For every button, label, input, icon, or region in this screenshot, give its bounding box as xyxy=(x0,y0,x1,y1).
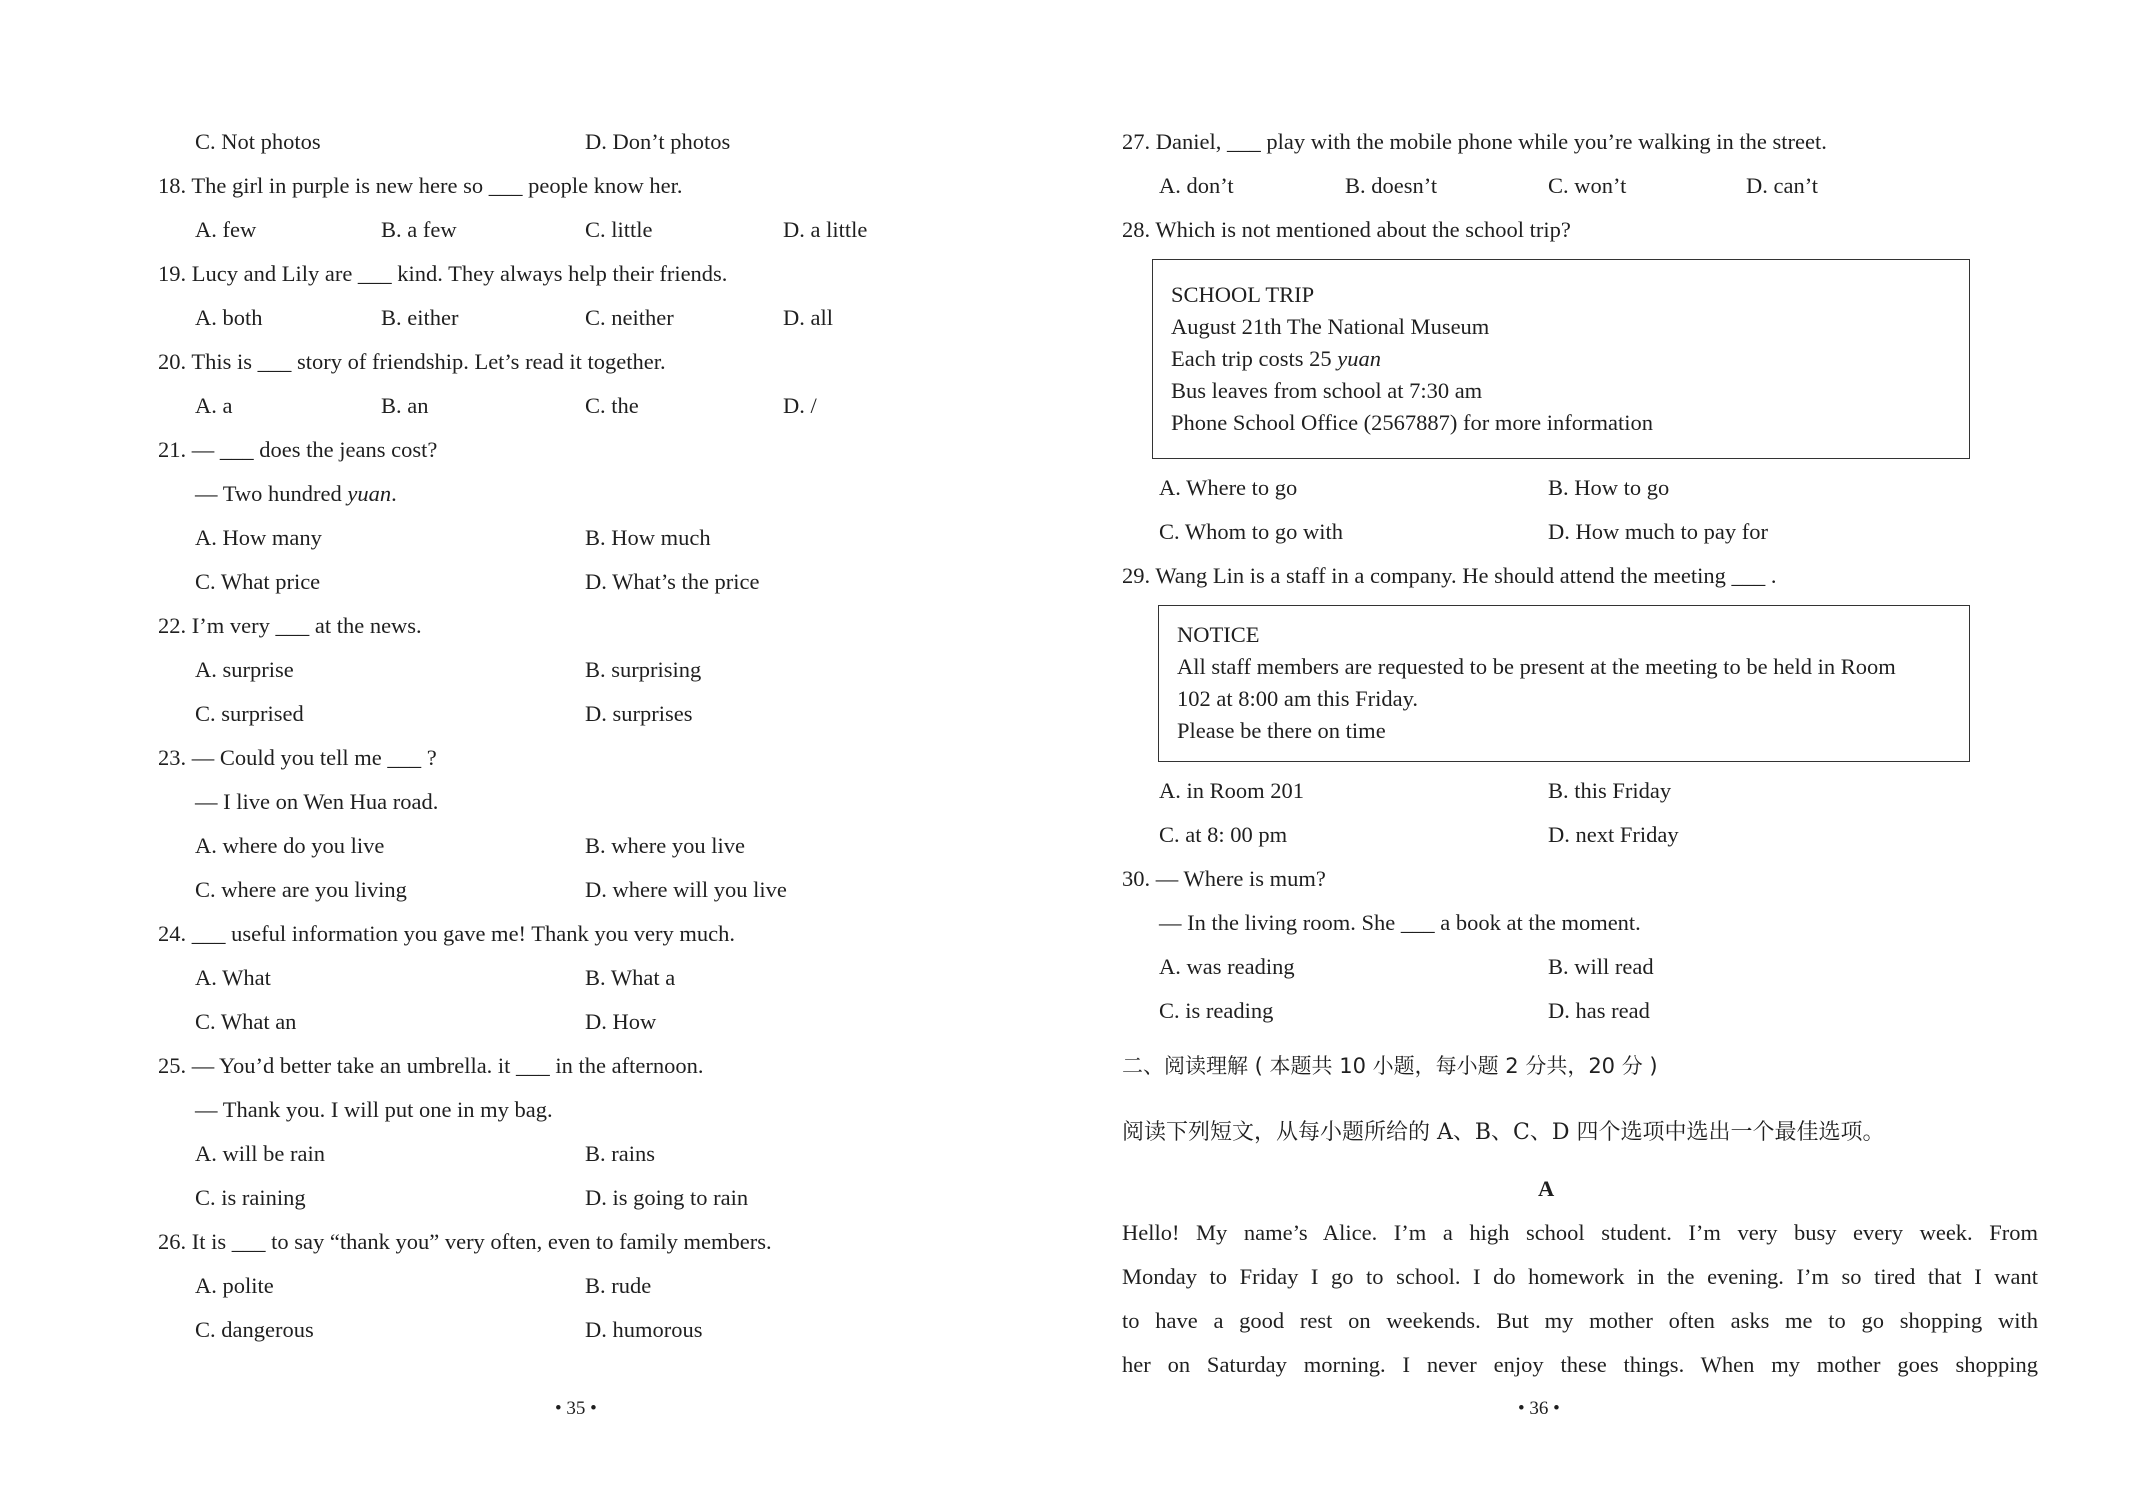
q26-option-b: B. rude xyxy=(585,1273,652,1298)
q28-stem: 28. Which is not mentioned about the school trip? xyxy=(1122,217,1571,242)
q19-option-c: C. neither xyxy=(585,305,674,330)
q22-option-c: C. surprised xyxy=(195,701,304,726)
q27-option-a: A. don’t xyxy=(1159,173,1234,198)
q23-reply: — I live on Wen Hua road. xyxy=(195,789,439,814)
q24-stem: 24. ___ useful information you gave me! Thank you very much. xyxy=(158,921,735,946)
page-number-left: • 35 • xyxy=(555,1398,597,1419)
q30-stem: 30. — Where is mum? xyxy=(1122,866,1326,891)
q21-option-b: B. How much xyxy=(585,525,711,550)
q19-option-a: A. both xyxy=(195,305,263,330)
q22-option-b: B. surprising xyxy=(585,657,702,682)
q30-option-b: B. will read xyxy=(1548,954,1654,979)
q20-option-c: C. the xyxy=(585,393,639,418)
q28-option-d: D. How much to pay for xyxy=(1548,519,1768,544)
q25-option-d: D. is going to rain xyxy=(585,1185,749,1210)
q26-option-c: C. dangerous xyxy=(195,1317,314,1342)
q17-option-c: C. Not photos xyxy=(195,129,321,154)
school-trip-bus: Bus leaves from school at 7:30 am xyxy=(1171,378,1483,403)
q22-stem: 22. I’m very ___ at the news. xyxy=(158,613,422,638)
q25-reply: — Thank you. I will put one in my bag. xyxy=(195,1097,553,1122)
q21-stem: 21. — ___ does the jeans cost? xyxy=(158,437,438,462)
section-2-heading: 二、阅读理解 ( 本题共 10 小题，每小题 2 分共，20 分 ) xyxy=(1122,1054,1658,1078)
q29-option-c: C. at 8: 00 pm xyxy=(1159,822,1288,847)
q24-option-c: C. What an xyxy=(195,1009,297,1034)
q29-option-b: B. this Friday xyxy=(1548,778,1672,803)
q25-option-c: C. is raining xyxy=(195,1185,306,1210)
meeting-notice-box xyxy=(1158,605,1970,762)
q18-option-b: B. a few xyxy=(381,217,457,242)
q18-stem: 18. The girl in purple is new here so ___ people know her. xyxy=(158,173,683,198)
q18-option-d: D. a little xyxy=(783,217,868,242)
q18-option-c: C. little xyxy=(585,217,653,242)
q17-option-d: D. Don’t photos xyxy=(585,129,731,154)
passage-line: her on Saturday morning. I never enjoy these things. When my mother goes shopping xyxy=(1122,1352,2038,1377)
passage-line: to have a good rest on weekends. But my mother often asks me to go shopping with xyxy=(1122,1308,2038,1333)
page-number-right: • 36 • xyxy=(1518,1398,1560,1419)
school-trip-title: SCHOOL TRIP xyxy=(1171,282,1315,307)
q20-option-b: B. an xyxy=(381,393,429,418)
left-page xyxy=(0,0,1065,1508)
q23-option-c: C. where are you living xyxy=(195,877,407,902)
school-trip-notice-box xyxy=(1152,259,1970,459)
q27-option-c: C. won’t xyxy=(1548,173,1627,198)
q19-stem: 19. Lucy and Lily are ___ kind. They always help their friends. xyxy=(158,261,728,286)
passage-line: Monday to Friday I go to school. I do homework in the evening. I’m so tired that I want xyxy=(1122,1264,2038,1289)
q30-option-d: D. has read xyxy=(1548,998,1650,1023)
q21-reply: — Two hundred yuan. xyxy=(195,481,397,506)
q30-reply: — In the living room. She ___ a book at the moment. xyxy=(1159,910,1641,935)
q24-option-d: D. How xyxy=(585,1009,657,1034)
school-trip-phone: Phone School Office (2567887) for more information xyxy=(1171,410,1653,435)
notice-line-2: 102 at 8:00 am this Friday. xyxy=(1177,686,1419,711)
notice-line-1: All staff members are requested to be present at the meeting to be held in Room xyxy=(1177,654,1896,679)
q28-option-b: B. How to go xyxy=(1548,475,1670,500)
q22-option-a: A. surprise xyxy=(195,657,294,682)
q19-option-d: D. all xyxy=(783,305,833,330)
q25-stem: 25. — You’d better take an umbrella. it ___ in the afternoon. xyxy=(158,1053,704,1078)
q23-option-a: A. where do you live xyxy=(195,833,385,858)
q23-stem: 23. — Could you tell me ___ ? xyxy=(158,745,437,770)
q27-option-d: D. can’t xyxy=(1746,173,1819,198)
q27-stem: 27. Daniel, ___ play with the mobile phone while you’re walking in the street. xyxy=(1122,129,1827,154)
q19-option-b: B. either xyxy=(381,305,459,330)
q25-option-a: A. will be rain xyxy=(195,1141,325,1166)
q26-stem: 26. It is ___ to say “thank you” very often, even to family members. xyxy=(158,1229,772,1254)
q20-option-a: A. a xyxy=(195,393,233,418)
notice-title: NOTICE xyxy=(1177,622,1260,647)
q23-option-b: B. where you live xyxy=(585,833,745,858)
q28-option-c: C. Whom to go with xyxy=(1159,519,1343,544)
q26-option-d: D. humorous xyxy=(585,1317,703,1342)
q21-option-c: C. What price xyxy=(195,569,321,594)
passage-title: A xyxy=(1538,1176,1555,1201)
q29-option-a: A. in Room 201 xyxy=(1159,778,1305,803)
passage-line: Hello! My name’s Alice. I’m a high school student. I’m very busy every week. From xyxy=(1122,1220,2038,1245)
q30-option-a: A. was reading xyxy=(1159,954,1295,979)
q28-option-a: A. Where to go xyxy=(1159,475,1298,500)
notice-line-3: Please be there on time xyxy=(1177,718,1386,743)
q22-option-d: D. surprises xyxy=(585,701,693,726)
q18-option-a: A. few xyxy=(195,217,257,242)
q29-option-d: D. next Friday xyxy=(1548,822,1679,847)
school-trip-cost: Each trip costs 25 yuan xyxy=(1171,346,1381,371)
right-page xyxy=(1066,0,2131,1508)
q21-option-d: D. What’s the price xyxy=(585,569,760,594)
q29-stem: 29. Wang Lin is a staff in a company. He should attend the meeting ___ . xyxy=(1122,563,1777,588)
school-trip-date: August 21th The National Museum xyxy=(1171,314,1490,339)
q20-option-d: D. / xyxy=(783,393,817,418)
section-2-instruction: 阅读下列短文，从每小题所给的 A、B、C、D 四个选项中选出一个最佳选项。 xyxy=(1122,1120,1885,1145)
q21-option-a: A. How many xyxy=(195,525,322,550)
q24-option-b: B. What a xyxy=(585,965,676,990)
q25-option-b: B. rains xyxy=(585,1141,655,1166)
q30-option-c: C. is reading xyxy=(1159,998,1274,1023)
q26-option-a: A. polite xyxy=(195,1273,274,1298)
q24-option-a: A. What xyxy=(195,965,271,990)
q20-stem: 20. This is ___ story of friendship. Let’s read it together. xyxy=(158,349,666,374)
q27-option-b: B. doesn’t xyxy=(1345,173,1438,198)
q23-option-d: D. where will you live xyxy=(585,877,787,902)
